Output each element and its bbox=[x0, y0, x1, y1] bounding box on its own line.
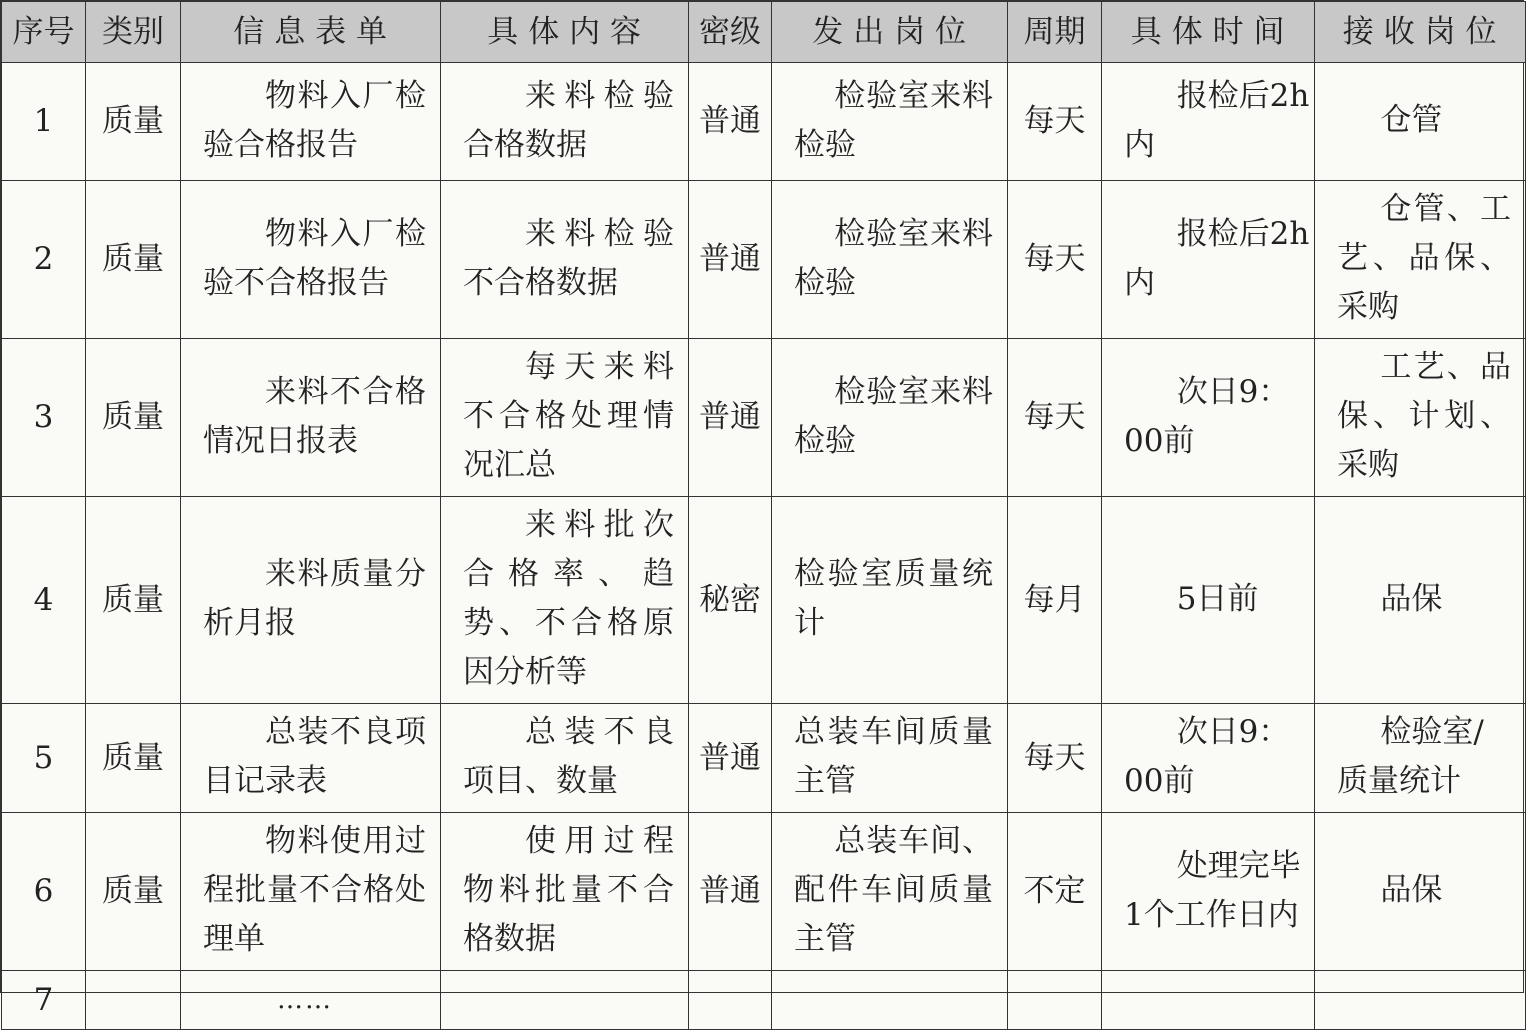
row-form bbox=[181, 181, 441, 339]
row-time bbox=[1102, 971, 1315, 1030]
row-receiver-text: 仓管、工艺、品保、采购 bbox=[1337, 191, 1511, 325]
table-row bbox=[2, 813, 1526, 971]
row-category: 质量 bbox=[86, 63, 181, 181]
row-receiver-text: 仓管 bbox=[1380, 102, 1443, 138]
row-form-text: 物料入厂检验不合格报告 bbox=[203, 215, 426, 301]
row-receiver bbox=[1315, 181, 1526, 339]
row-cycle: 每天 bbox=[1008, 704, 1102, 813]
row-content bbox=[441, 704, 689, 813]
row-sender bbox=[772, 63, 1008, 181]
row-receiver bbox=[1315, 497, 1526, 704]
row-time bbox=[1102, 704, 1315, 813]
row-form-ellipsis: …… bbox=[181, 971, 441, 1030]
table-row bbox=[2, 971, 1526, 1030]
row-sender bbox=[772, 971, 1008, 1030]
row-form-text: 物料入厂检验合格报告 bbox=[203, 77, 426, 163]
row-sender-text: 总装车间质量主管 bbox=[794, 714, 993, 799]
header-row bbox=[2, 2, 1526, 63]
row-level: 普通 bbox=[689, 339, 772, 497]
row-receiver-text: 品保 bbox=[1380, 872, 1443, 908]
row-time-text: 报检后2h内 bbox=[1124, 215, 1310, 301]
row-sender bbox=[772, 813, 1008, 971]
row-cycle: 每月 bbox=[1008, 497, 1102, 704]
row-cycle: 每天 bbox=[1008, 181, 1102, 339]
row-receiver-text: 检验室/质量统计 bbox=[1337, 714, 1484, 799]
table-row bbox=[2, 339, 1526, 497]
row-sender-text: 检验室来料检验 bbox=[794, 215, 993, 301]
row-content-text: 每天来料不合格处理情况汇总 bbox=[463, 349, 674, 483]
row-category: 质量 bbox=[86, 181, 181, 339]
row-level: 普通 bbox=[689, 181, 772, 339]
row-time-text: 5日前 bbox=[1176, 580, 1259, 617]
row-time-text: 处理完毕1个工作日内 bbox=[1124, 847, 1301, 933]
row-content bbox=[441, 63, 689, 181]
row-sender-text: 检验室来料检验 bbox=[794, 77, 993, 163]
row-form bbox=[181, 704, 441, 813]
row-form bbox=[181, 63, 441, 181]
row-category: 质量 bbox=[86, 704, 181, 813]
row-receiver bbox=[1315, 339, 1526, 497]
row-level: 秘密 bbox=[689, 497, 772, 704]
row-content bbox=[441, 813, 689, 971]
row-no: 6 bbox=[2, 813, 86, 971]
row-sender-text: 检验室来料检验 bbox=[794, 373, 993, 459]
row-sender bbox=[772, 497, 1008, 704]
row-no: 2 bbox=[2, 181, 86, 339]
header-category: 类别 bbox=[86, 2, 181, 63]
row-level: 普通 bbox=[689, 813, 772, 971]
header-form: 信息表单 bbox=[181, 2, 441, 63]
header-level: 密级 bbox=[689, 2, 772, 63]
row-time-text: 报检后2h内 bbox=[1124, 77, 1310, 163]
row-category bbox=[86, 971, 181, 1030]
row-sender-text: 检验室质量统计 bbox=[794, 556, 993, 641]
table-row bbox=[2, 63, 1526, 181]
row-content-text: 总装不良项目、数量 bbox=[463, 714, 674, 799]
header-cycle: 周期 bbox=[1008, 2, 1102, 63]
row-cycle bbox=[1008, 971, 1102, 1030]
row-time bbox=[1102, 497, 1315, 704]
row-content bbox=[441, 497, 689, 704]
table-row bbox=[2, 497, 1526, 704]
row-sender bbox=[772, 181, 1008, 339]
row-no: 3 bbox=[2, 339, 86, 497]
row-time-text: 次日9：00前 bbox=[1124, 714, 1290, 799]
table-row bbox=[2, 704, 1526, 813]
row-time-text: 次日9：00前 bbox=[1124, 373, 1290, 459]
row-level: 普通 bbox=[689, 63, 772, 181]
row-category: 质量 bbox=[86, 497, 181, 704]
row-form bbox=[181, 813, 441, 971]
row-sender bbox=[772, 704, 1008, 813]
row-receiver bbox=[1315, 813, 1526, 971]
row-cycle: 不定 bbox=[1008, 813, 1102, 971]
header-sender: 发出岗位 bbox=[772, 2, 1008, 63]
row-no: 1 bbox=[2, 63, 86, 181]
row-sender-text: 总装车间、配件车间质量主管 bbox=[794, 823, 993, 957]
row-form-text: 总装不良项目记录表 bbox=[203, 714, 426, 799]
row-time bbox=[1102, 813, 1315, 971]
row-content-text: 来料批次合格率、趋势、不合格原因分析等 bbox=[463, 507, 674, 690]
row-cycle: 每天 bbox=[1008, 63, 1102, 181]
header-time: 具体时间 bbox=[1102, 2, 1315, 63]
row-form bbox=[181, 497, 441, 704]
row-time bbox=[1102, 181, 1315, 339]
row-receiver-text: 品保 bbox=[1380, 580, 1443, 617]
table-row bbox=[2, 181, 1526, 339]
header-no: 序号 bbox=[2, 2, 86, 63]
header-receiver: 接收岗位 bbox=[1315, 2, 1526, 63]
row-receiver bbox=[1315, 63, 1526, 181]
row-content bbox=[441, 181, 689, 339]
row-category: 质量 bbox=[86, 339, 181, 497]
row-no: 7 bbox=[2, 971, 86, 1030]
row-time bbox=[1102, 339, 1315, 497]
info-flow-table bbox=[1, 1, 1526, 1030]
row-content bbox=[441, 971, 689, 1030]
row-content-text: 使用过程物料批量不合格数据 bbox=[463, 823, 674, 957]
row-receiver bbox=[1315, 971, 1526, 1030]
row-cycle: 每天 bbox=[1008, 339, 1102, 497]
row-no: 5 bbox=[2, 704, 86, 813]
row-content bbox=[441, 339, 689, 497]
row-form-text: 来料不合格情况日报表 bbox=[203, 373, 426, 459]
row-receiver-text: 工艺、品保、计划、采购 bbox=[1337, 349, 1511, 483]
row-form-text: 物料使用过程批量不合格处理单 bbox=[203, 823, 426, 957]
row-content-text: 来料检验不合格数据 bbox=[463, 215, 674, 301]
row-content-text: 来料检验合格数据 bbox=[463, 77, 674, 163]
row-receiver bbox=[1315, 704, 1526, 813]
header-content: 具体内容 bbox=[441, 2, 689, 63]
row-sender bbox=[772, 339, 1008, 497]
row-no: 4 bbox=[2, 497, 86, 704]
row-form bbox=[181, 339, 441, 497]
row-level: 普通 bbox=[689, 704, 772, 813]
row-category: 质量 bbox=[86, 813, 181, 971]
row-form-text: 来料质量分析月报 bbox=[203, 556, 426, 641]
row-time bbox=[1102, 63, 1315, 181]
row-level bbox=[689, 971, 772, 1030]
